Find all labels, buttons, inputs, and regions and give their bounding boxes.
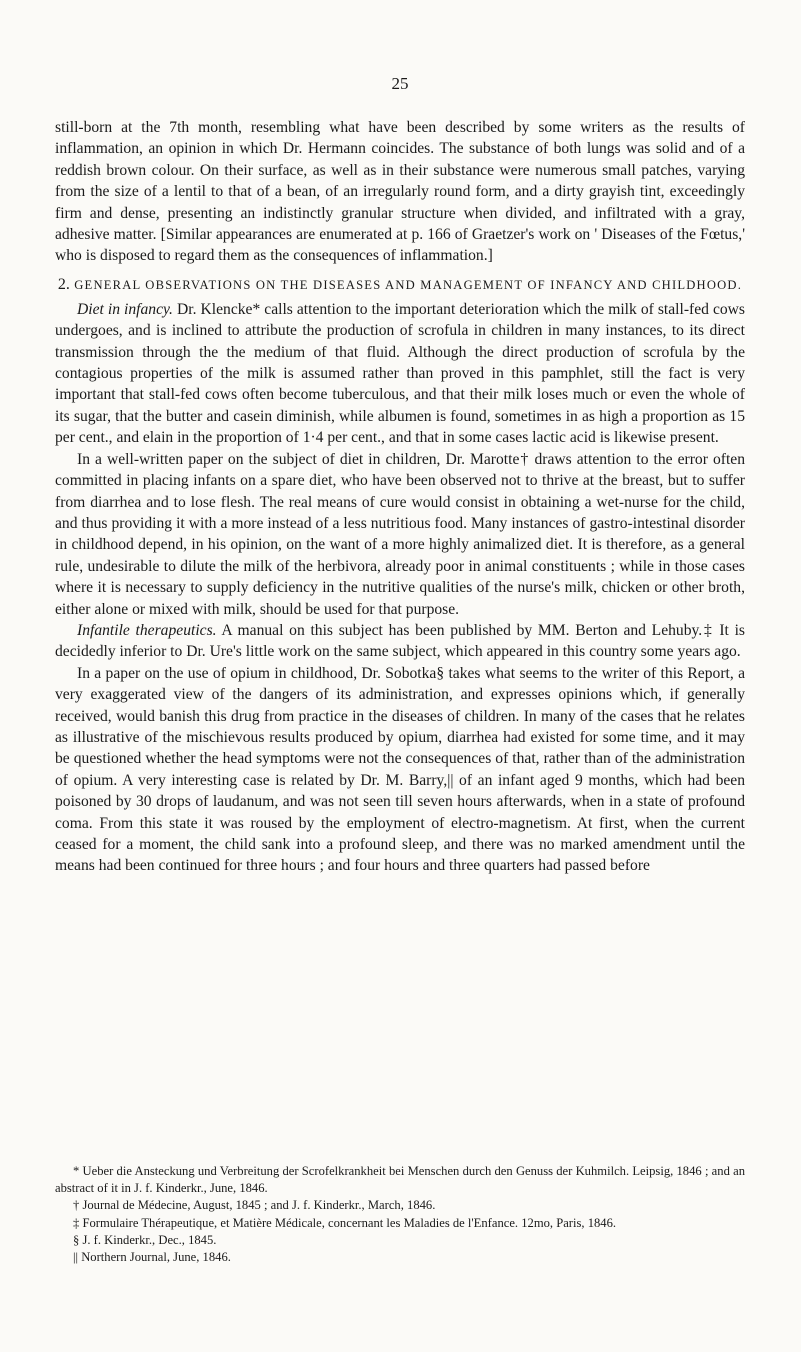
paragraph-lead-therapeutics: Infantile therapeutics. [77, 621, 217, 639]
paragraph-lead-diet: Diet in infancy. [77, 300, 173, 318]
section-heading [55, 275, 745, 295]
footnote-2: † Journal de Médecine, August, 1845 ; and J. f. Kinderkr., March, 1846. [73, 1198, 436, 1213]
footnote-3: ‡ Formulaire Thérapeutique, et Matière Médicale, concernant les Maladies de l'Enfance. 12mo, Paris, 1846. [73, 1215, 617, 1230]
section-title: GENERAL OBSERVATIONS ON THE DISEASES AND MANAGEMENT OF INFANCY AND CHILDHOOD. [74, 277, 743, 292]
paragraph-4-text: A manual on this subject has been published by MM. Berton and Lehuby.‡ It is decidedly inferior to Dr. Ure's little work on the same subject, which appeared in this country some years ago. [55, 621, 745, 661]
page-number: 25 [391, 74, 409, 93]
section-number: 2. [57, 275, 70, 293]
paragraph-3: In a well-written paper on the subject of diet in children, Dr. Marotte† draws attention to the error often committed in placing infants on a spare diet, who have been observed not to thrive at the breast, but to suffer from diarrhea and to lose flesh. The real means of cure would consist in obtaining a wet-nurse for the child, and thus providing it with a more instead of a less nutritious food. Many instances of gastro-intestinal disorder in childhood depend, in his opinion, on the want of a more highly animalized diet. It is therefore, as a general rule, undesirable to dilute the milk of the herbivora, already poor in animal constituents ; while in those cases where it is necessary to supply deficiency in the nutritive qualities of the nurse's milk, chicken or other broth, either alone or mixed with milk, should be used for that purpose. [55, 450, 745, 618]
body-text [55, 117, 745, 877]
footnote-5: || Northern Journal, June, 1846. [73, 1250, 231, 1265]
paragraph-1: still-born at the 7th month, resembling what have been described by some writers as the results of inflammation, an opinion in which Dr. Hermann coincides. The substance of both lungs was solid and of a reddish brown colour. On their surface, as well as in their substance were numerous small patches, varying from the size of a lentil to that of a bean, of an irregularly round form, and a dirty grayish tint, exceedingly firm and dense, presenting an indistinctly granular structure when divided, and infiltrated with a gray, adhesive matter. [Similar appearances are enumerated at p. 166 of Graetzer's work on ' Diseases of the Fœtus,' who is disposed to regard them as the consequences of inflammation.] [55, 119, 745, 265]
footnotes [55, 1163, 745, 1266]
footnote-4: § J. f. Kinderkr., Dec., 1845. [73, 1232, 217, 1247]
paragraph-infantile-therapeutics [55, 620, 745, 663]
paragraph-5: In a paper on the use of opium in childhood, Dr. Sobotka§ takes what seems to the writer of this Report, a very exaggerated view of the dangers of its administration, and expresses opinions which, if generally received, would banish this drug from practice in the diseases of children. In many of the cases that he relates as illustrative of the mischievous results produced by opium, diarrhea had existed for some time, and it may be questioned whether the head symptoms were not the consequences of that, rather than of the administration of opium. A very interesting case is related by Dr. M. Barry,|| of an infant aged 9 months, which had been poisoned by 30 drops of laudanum, and was not seen till seven hours afterwards, when in a state of profound coma. From this state it was roused by the employment of electro-magnetism. At first, when the current ceased for a moment, the child sank into a profound sleep, and there was no marked amendment until the means had been continued for three hours ; and four hours and three quarters had passed before [55, 664, 745, 875]
paragraph-diet-in-infancy [55, 299, 745, 449]
footnote-1: * Ueber die Ansteckung und Verbreitung der Scrofelkrankheit bei Menschen durch den Genuss der Kuhmilch. Leipsig, 1846 ; and an abstract of it in J. f. Kinderkr., June, 1846. [55, 1164, 745, 1196]
paragraph-2-text: Dr. Klencke* calls attention to the important deterioration which the milk of stall-fed cows undergoes, and is inclined to attribute the production of scrofula in children in many instances, to its direct transmission through the the medium of that fluid. Although the direct production of scrofula by the contagious properties of the milk is assumed rather than proved in this pamphlet, still the fact is very important that stall-fed cows often become tuberculous, and that their milk loses much or even the whole of its sugar, that the butter and casein diminish, while albumen is found, sometimes in as high a proportion as 15 per cent., and elain in the proportion of 1·4 per cent., and that in some cases lactic acid is likewise present. [55, 300, 745, 447]
